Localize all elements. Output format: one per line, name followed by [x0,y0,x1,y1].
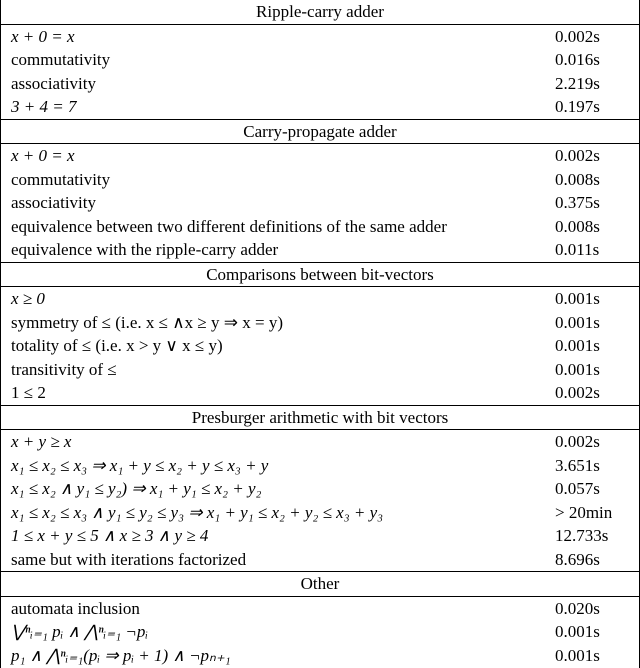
section-title: Carry-propagate adder [243,121,397,141]
property-label: x + y ≥ x [11,432,72,451]
table-row [1,597,639,621]
table-row [1,477,639,501]
time-value: 12.733s [555,526,609,545]
section-title: Ripple-carry adder [256,2,384,21]
time-value: 0.001s [555,289,600,308]
table-row [1,524,639,548]
table-row [1,430,639,454]
property-label: 3 + 4 = 7 [11,97,77,116]
time-value: 0.001s [555,336,600,355]
time-value: 0.375s [555,193,600,212]
property-label: equivalence with the ripple-carry adder [11,240,279,259]
property-label: x₁ ≤ x₂ ∧ y₁ ≤ y₂) ⇒ x₁ + y₁ ≤ x₂ + y₂ [11,479,262,498]
property-label: same but with iterations factorized [11,549,247,569]
property-label: x ≥ 0 [11,289,45,308]
time-value: 0.020s [555,598,600,618]
time-value: 0.008s [555,216,600,236]
property-label: x₁ ≤ x₂ ≤ x₃ ∧ y₁ ≤ y₂ ≤ y₃ ⇒ x₁ + y₁ ≤ x₂ + y₂ ≤ x₃ + y₃ [11,502,384,522]
time-value: 0.002s [555,146,600,165]
section-title: Comparisons between bit-vectors [206,264,434,284]
time-value: 0.002s [555,26,600,46]
table-row [1,454,639,478]
property-label: totality of ≤ (i.e. x > y ∨ x ≤ y) [11,336,223,355]
time-value: 0.001s [555,622,600,641]
section-header [1,119,639,145]
table-row [1,334,639,358]
property-label: associativity [11,193,96,212]
table-row [1,144,639,168]
property-label: equivalence between two different definitions of the same adder [11,216,447,236]
table-row [1,287,639,311]
section-title: Presburger arithmetic with bit vectors [191,407,449,427]
property-label: automata inclusion [11,598,140,618]
table-row [1,501,639,525]
property-label: x + 0 = x [11,26,75,46]
time-value: 2.219s [555,73,600,93]
property-label: x₁ ≤ x₂ ≤ x₃ ⇒ x₁ + y ≤ x₂ + y ≤ x₃ + y [11,455,269,475]
property-label: symmetry of ≤ (i.e. x ≤ ∧x ≥ y ⇒ x = y) [11,312,284,332]
table-row [1,644,639,668]
table-row [1,620,639,644]
time-value: 0.002s [555,383,600,402]
table-row [1,95,639,119]
table-row [1,191,639,215]
property-label: ⋁ⁿᵢ₌₁ pᵢ ∧ ⋀ⁿᵢ₌₁ ¬pᵢ [11,622,149,641]
table-row [1,48,639,72]
section-title: Other [300,574,340,593]
time-value: 0.008s [555,169,600,189]
section-header [1,571,639,597]
property-label: commutativity [11,169,111,189]
property-label: transitivity of ≤ [11,359,117,379]
section-header [1,405,639,431]
property-label: 1 ≤ x + y ≤ 5 ∧ x ≥ 3 ∧ y ≥ 4 [11,526,209,545]
property-label: commutativity [11,50,111,69]
table-row [1,215,639,239]
time-value: 0.011s [555,240,600,259]
table-row [1,25,639,49]
time-value: 0.002s [555,432,600,451]
table-row [1,311,639,335]
time-value: 8.696s [555,549,600,569]
time-value: 3.651s [555,455,600,475]
time-value: > 20min [555,502,613,522]
table-row [1,358,639,382]
time-value: 0.001s [555,359,600,379]
property-label: associativity [11,73,96,93]
section-header [1,262,639,288]
property-label: x + 0 = x [11,146,75,165]
time-value: 0.016s [555,50,600,69]
table-row [1,238,639,262]
time-value: 0.001s [555,312,600,332]
property-label: p₁ ∧ ⋀ⁿᵢ₌₁(pᵢ ⇒ pᵢ + 1) ∧ ¬pₙ₊₁ [11,645,231,665]
table-row [1,72,639,96]
property-label: 1 ≤ 2 [11,383,46,402]
table-row [1,548,639,572]
section-header [1,0,639,25]
time-value: 0.057s [555,479,600,498]
time-value: 0.001s [555,645,600,665]
table-row [1,168,639,192]
table-row [1,381,639,405]
time-value: 0.197s [555,97,600,116]
